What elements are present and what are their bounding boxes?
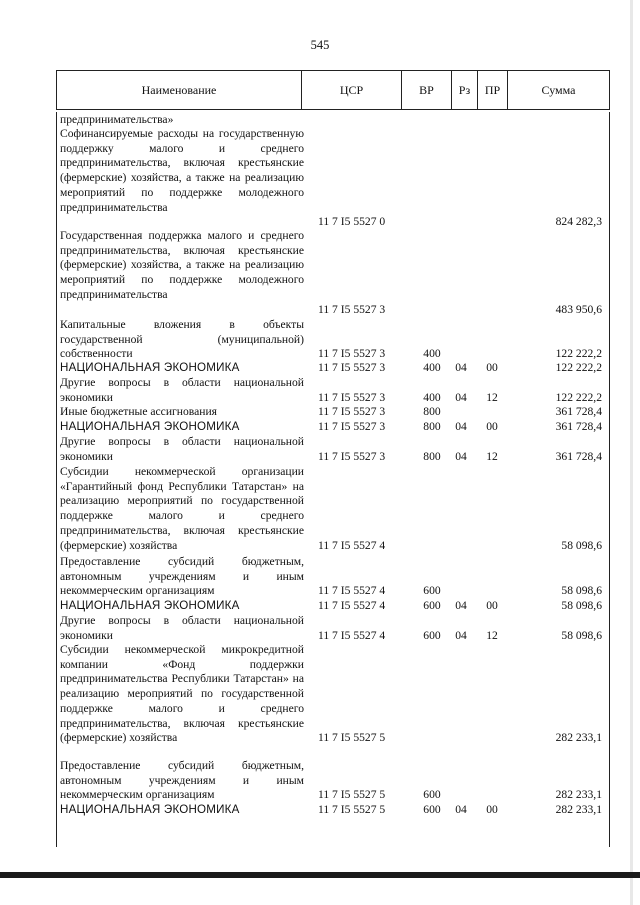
row-csr: 11 7 I5 5527 5 [318, 803, 386, 816]
row-vr: 600 [423, 584, 441, 598]
row-rz: 04 [455, 361, 467, 374]
row-sum: 361 728,4 [555, 405, 602, 418]
row-vr: 400 [423, 361, 441, 374]
header-sum: Сумма [507, 71, 609, 109]
row-sum: 58 098,6 [561, 584, 602, 598]
scan-border [0, 872, 640, 878]
row-csr: 11 7 I5 5527 3 [318, 347, 386, 361]
row-name: Субсидии некоммерческой микрокредитной компании «Фонд поддержки предпринимательства Республики Татарстан» на реализацию мероприятий по государственной поддержке малого и среднего предпринимательства, включая крестьянские (фермерские) хозяйства [60, 643, 304, 745]
row-csr: 11 7 I5 5527 3 [318, 449, 386, 463]
row-rz: 04 [455, 449, 467, 463]
table-row [60, 555, 608, 599]
row-pr: 00 [486, 599, 498, 612]
header-csr: ЦСР [301, 71, 401, 109]
page-number: 545 [310, 38, 330, 52]
row-name: НАЦИОНАЛЬНАЯ ЭКОНОМИКА [60, 599, 240, 612]
header-vr: ВР [401, 71, 451, 109]
row-sum: 282 233,1 [555, 731, 602, 745]
table-row [60, 127, 608, 230]
row-csr: 11 7 I5 5527 4 [318, 584, 386, 598]
row-vr: 600 [423, 599, 441, 612]
row-name: Софинансируемые расходы на государственную поддержку малого и среднего предпринимательства, включая крестьянские (фермерские) хозяйства, а также на реализацию мероприятий по поддержке молодежного предпринимательства [60, 127, 304, 214]
row-vr: 600 [423, 628, 441, 642]
row-vr: 800 [423, 405, 441, 418]
row-rz: 04 [455, 420, 467, 433]
row-name: Капитальные вложения в объекты государственной (муниципальной) собственности [60, 318, 304, 361]
table-row [60, 113, 608, 128]
row-csr: 11 7 I5 5527 3 [318, 302, 386, 316]
row-rz: 04 [455, 599, 467, 612]
row-rz: 04 [455, 628, 467, 642]
row-vr: 600 [423, 788, 441, 802]
row-pr: 00 [486, 361, 498, 374]
table-row [60, 614, 608, 643]
row-vr: 400 [423, 347, 441, 361]
header-rz: Рз [451, 71, 477, 109]
row-name: Другие вопросы в области национальной экономики [60, 376, 304, 404]
row-name: Субсидии некоммерческой организации «Гарантийный фонд Республики Татарстан» на реализацию мероприятий по государственной поддержке малого и среднего предпринимательства, включая крестьянские (фермерские) хозяйства [60, 465, 304, 552]
row-vr: 600 [423, 803, 441, 816]
table-row [60, 599, 608, 614]
row-csr: 11 7 I5 5527 4 [318, 599, 386, 612]
table-row [60, 465, 608, 553]
row-pr: 12 [486, 449, 498, 463]
row-csr: 11 7 I5 5527 0 [318, 215, 386, 229]
row-csr: 11 7 I5 5527 3 [318, 361, 386, 374]
table-row [60, 643, 608, 746]
row-name: Предоставление субсидий бюджетным, автономным учреждениям и иным некоммерческим организациям [60, 759, 304, 802]
row-sum: 58 098,6 [561, 628, 602, 642]
row-name: Другие вопросы в области национальной экономики [60, 614, 304, 642]
row-sum: 361 728,4 [555, 420, 602, 433]
table-row [60, 229, 608, 317]
row-csr: 11 7 I5 5527 4 [318, 628, 386, 642]
row-sum: 282 233,1 [555, 788, 602, 802]
row-sum: 122 222,2 [555, 361, 602, 374]
scan-edge [630, 0, 633, 905]
table-row [60, 803, 608, 818]
row-name: Другие вопросы в области национальной экономики [60, 435, 304, 463]
table-row [60, 376, 608, 405]
row-sum: 361 728,4 [555, 449, 602, 463]
row-name: Государственная поддержка малого и среднего предпринимательства, включая крестьянские (фермерские) хозяйства, а также на реализацию мероприятий по поддержке молодежного предпринимательства [60, 229, 304, 301]
table-row [60, 420, 608, 435]
table-row [60, 759, 608, 803]
row-sum: 58 098,6 [561, 599, 602, 612]
table-row [60, 435, 608, 464]
row-csr: 11 7 I5 5527 3 [318, 390, 386, 404]
row-csr: 11 7 I5 5527 5 [318, 788, 386, 802]
row-pr: 12 [486, 628, 498, 642]
table-row [60, 361, 608, 376]
row-sum: 282 233,1 [555, 803, 602, 816]
table-row [60, 405, 608, 420]
table-row [60, 318, 608, 362]
row-vr: 800 [423, 420, 441, 433]
row-name: НАЦИОНАЛЬНАЯ ЭКОНОМИКА [60, 420, 240, 433]
row-pr: 12 [486, 390, 498, 404]
row-name: НАЦИОНАЛЬНАЯ ЭКОНОМИКА [60, 803, 240, 816]
row-csr: 11 7 I5 5527 3 [318, 405, 386, 418]
table-header [56, 70, 610, 110]
row-name: НАЦИОНАЛЬНАЯ ЭКОНОМИКА [60, 361, 240, 374]
row-rz: 04 [455, 390, 467, 404]
row-csr: 11 7 I5 5527 4 [318, 538, 386, 552]
row-vr: 800 [423, 449, 441, 463]
row-csr: 11 7 I5 5527 5 [318, 731, 386, 745]
row-name: Иные бюджетные ассигнования [60, 405, 217, 418]
row-sum: 58 098,6 [561, 538, 602, 552]
header-name: Наименование [141, 82, 217, 97]
row-csr: 11 7 I5 5527 3 [318, 420, 386, 433]
row-sum: 122 222,2 [555, 347, 602, 361]
row-name: Предоставление субсидий бюджетным, автономным учреждениям и иным некоммерческим организациям [60, 555, 304, 598]
row-sum: 122 222,2 [555, 390, 602, 404]
row-name: предпринимательства» [60, 113, 174, 126]
row-sum: 824 282,3 [555, 215, 602, 229]
header-pr: ПР [477, 71, 507, 109]
row-pr: 00 [486, 803, 498, 816]
row-rz: 04 [455, 803, 467, 816]
row-pr: 00 [486, 420, 498, 433]
row-sum: 483 950,6 [555, 302, 602, 316]
row-vr: 400 [423, 390, 441, 404]
